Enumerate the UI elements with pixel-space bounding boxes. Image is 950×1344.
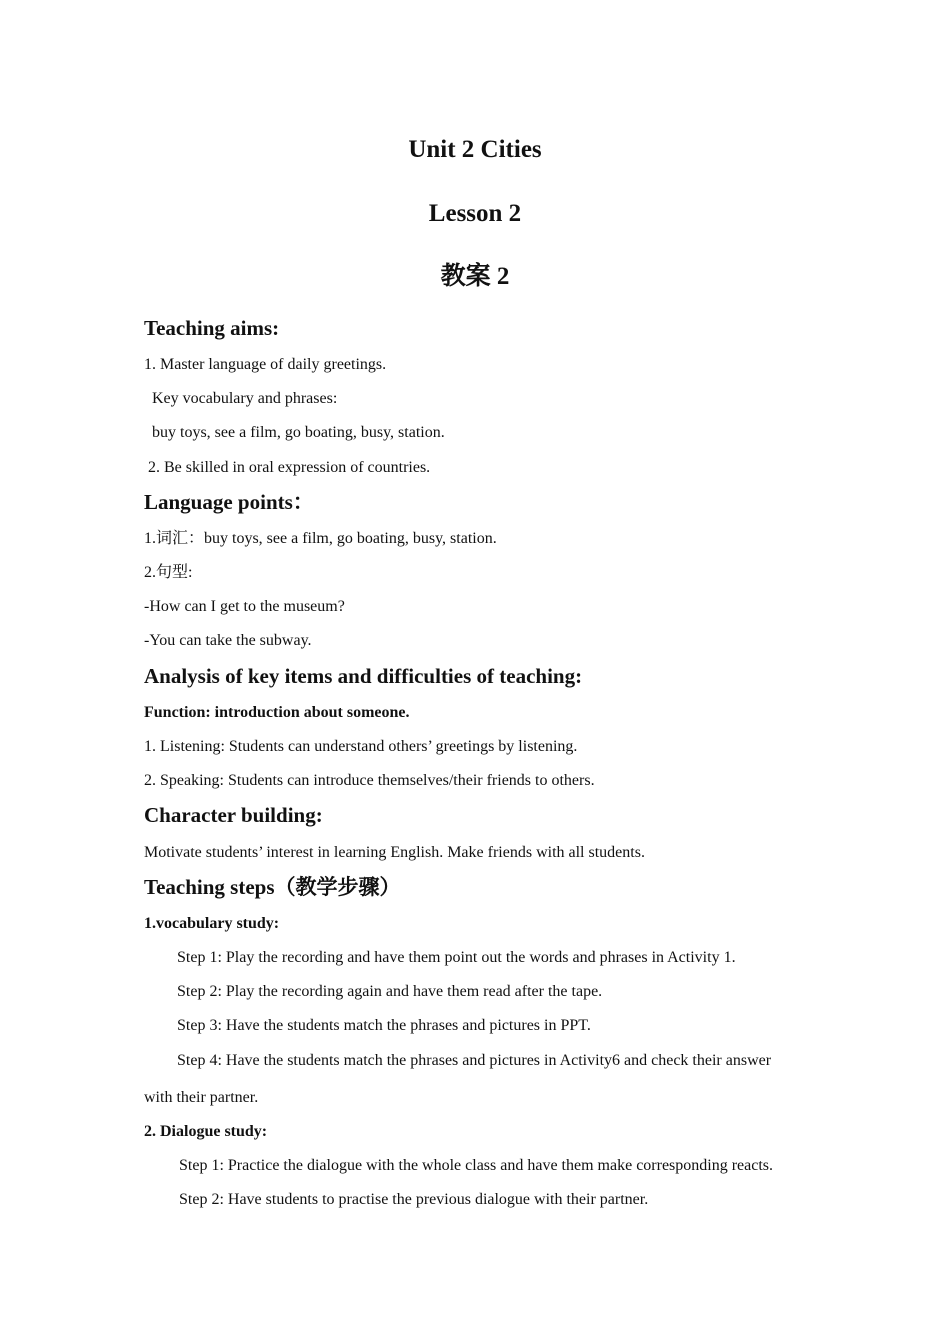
analysis-heading: Analysis of key items and difficulties of teaching: bbox=[144, 664, 583, 688]
aims-line-2: Key vocabulary and phrases: bbox=[152, 390, 338, 407]
dialogue-heading: 2. Dialogue study: bbox=[144, 1123, 268, 1140]
vocab-step-1: Step 1: Play the recording and have them point out the words and phrases in Activity 1. bbox=[177, 949, 736, 966]
aims-line-3: buy toys, see a film, go boating, busy, station. bbox=[152, 424, 445, 441]
unit-title: Unit 2 Cities bbox=[408, 136, 542, 163]
aims-line-1: 1. Master language of daily greetings. bbox=[144, 356, 387, 373]
lesson-title: Lesson 2 bbox=[428, 200, 522, 227]
vocab-step-2: Step 2: Play the recording again and have them read after the tape. bbox=[177, 983, 603, 1000]
character-text: Motivate students’ interest in learning English. Make friends with all students. bbox=[144, 844, 645, 861]
teaching-aims-heading: Teaching aims: bbox=[144, 316, 280, 340]
vocab-heading: 1.vocabulary study: bbox=[144, 915, 280, 932]
aims-line-4: 2. Be skilled in oral expression of countries. bbox=[148, 459, 431, 476]
language-points-heading: Language points： bbox=[144, 490, 314, 514]
lp-line-2: 2.句型: bbox=[144, 564, 193, 581]
vocab-step-4-cont: with their partner. bbox=[144, 1089, 259, 1106]
vocab-step-3: Step 3: Have the students match the phrases and pictures in PPT. bbox=[177, 1017, 591, 1034]
teaching-steps-heading: Teaching steps（教学步骤） bbox=[144, 875, 401, 899]
vocab-step-4: Step 4: Have the students match the phrases and pictures in Activity6 and check their answer bbox=[177, 1052, 772, 1069]
lp-line-3: -How can I get to the museum? bbox=[144, 598, 345, 615]
plan-title: 教案 2 bbox=[440, 263, 510, 290]
analysis-line-2: 2. Speaking: Students can introduce themselves/their friends to others. bbox=[144, 772, 595, 789]
lp-line-4: -You can take the subway. bbox=[144, 632, 312, 649]
dialogue-step-1: Step 1: Practice the dialogue with the whole class and have them make corresponding reacts. bbox=[179, 1157, 774, 1174]
analysis-line-1: 1. Listening: Students can understand others’ greetings by listening. bbox=[144, 738, 578, 755]
character-heading: Character building: bbox=[144, 803, 323, 827]
dialogue-step-2: Step 2: Have students to practise the previous dialogue with their partner. bbox=[179, 1191, 649, 1208]
analysis-function: Function: introduction about someone. bbox=[144, 704, 410, 721]
lp-line-1: 1.词汇：buy toys, see a film, go boating, busy, station. bbox=[144, 530, 497, 547]
